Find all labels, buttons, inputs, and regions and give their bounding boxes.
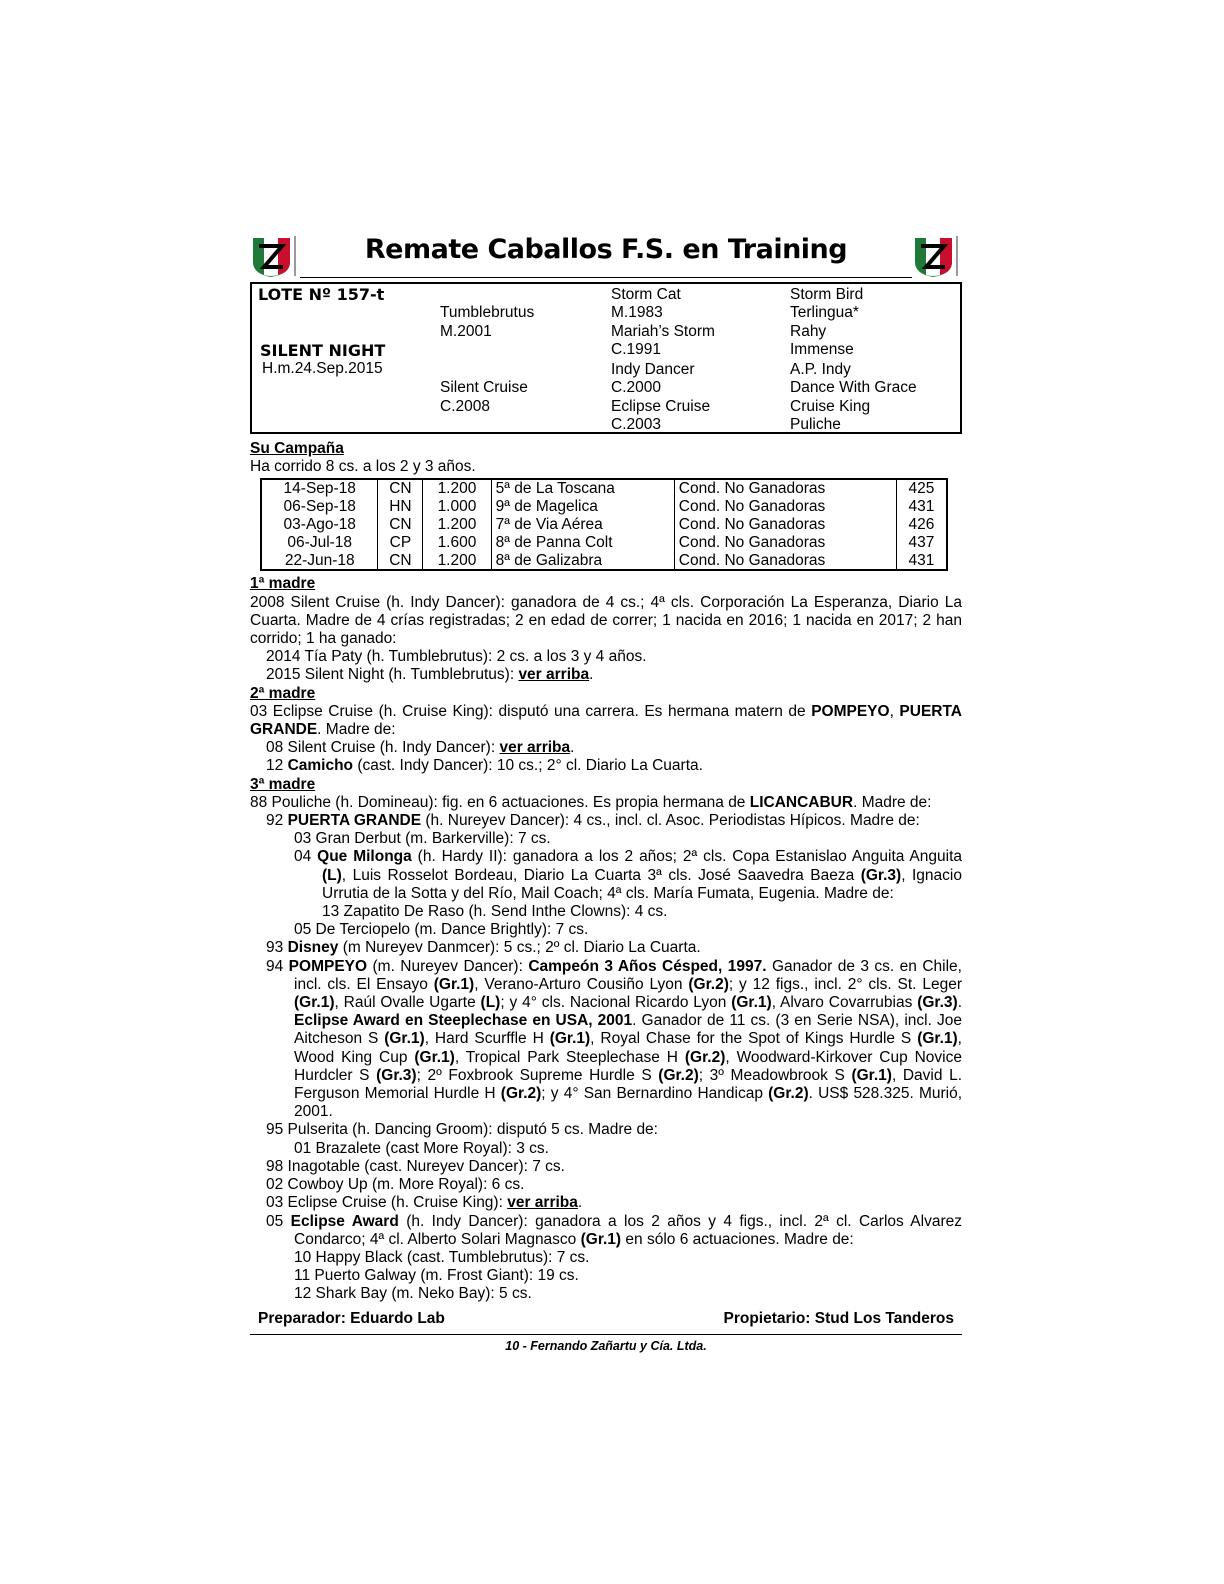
footer-credits <box>250 1306 962 1332</box>
bold-text: (Gr.1) <box>549 1030 591 1048</box>
race-condition: Cond. No Ganadoras <box>674 534 896 552</box>
text: 93 <box>266 939 288 957</box>
third-dam-heading: 3ª madre <box>250 775 316 793</box>
first-dam-text: 2008 Silent Cruise (h. Indy Dancer): ganadora de 4 cs.; 4ª cls. Corporación La Esperanza, Diario La Cuarta. Madre de 4 crías registradas; 2 en edad de correr; 1 nacida en 2016; 1 nacida en 2017; 2 han corrido; 1 ha ganado: <box>250 593 962 647</box>
bold-text: Eclipse Award <box>290 1212 399 1230</box>
text: 04 <box>294 848 318 866</box>
bold-name: Que Milonga <box>317 848 412 866</box>
bold-text: (Gr.1) <box>731 994 772 1012</box>
produce-line: 98 Inagotable (cast. Nureyev Dancer): 7 cs. <box>266 1157 565 1175</box>
trainer: Preparador: Eduardo Lab <box>258 1309 445 1327</box>
race-condition: Cond. No Ganadoras <box>674 516 896 534</box>
race-condition: Cond. No Ganadoras <box>674 552 896 571</box>
produce-line <box>250 939 962 957</box>
ver-arriba-link[interactable]: ver arriba <box>507 1194 578 1212</box>
bold-text: (Gr.1) <box>917 1030 958 1048</box>
ggp-5: A.P. Indy <box>790 361 851 378</box>
produce-line: 12 Shark Bay (m. Neko Bay): 5 cs. <box>294 1285 532 1303</box>
bold-text: (Gr.3) <box>917 994 958 1012</box>
bold-name: Disney <box>287 939 339 957</box>
ggp-8: Puliche <box>790 416 841 433</box>
header <box>250 230 962 280</box>
granddam-2: Eclipse Cruise <box>611 398 711 415</box>
eclipse-award-entry <box>250 1213 962 1249</box>
period: . <box>589 666 594 684</box>
text: 05 <box>266 1212 291 1230</box>
race-weight: 431 <box>896 552 947 571</box>
text: (h. Indy Dancer): ganadora a los 2 años y 4 figs., incl. 2ª cl. Carlos Alvarez Condarco; 4ª cl. Alberto Solari Magnasco <box>294 1212 962 1248</box>
period: . <box>577 1194 583 1212</box>
zanartu-logo-right <box>912 234 962 278</box>
race-date: 03-Ago-18 <box>261 516 378 534</box>
bold-text: (Gr.1) <box>384 1030 425 1048</box>
ggp-6: Dance With Grace <box>790 379 917 396</box>
race-weight: 431 <box>896 498 947 516</box>
grade: (Gr.3) <box>860 866 902 884</box>
text: , Alvaro Covarrubias <box>771 994 918 1012</box>
text: 92 <box>266 812 288 830</box>
sire: Tumblebrutus <box>440 304 535 321</box>
race-track: CN <box>378 479 423 498</box>
text: (m. Nureyev Dancer): <box>367 957 529 975</box>
second-dam-text <box>250 703 962 739</box>
text: , Royal Chase for the Spot of Kings Hurdle S <box>590 1030 918 1048</box>
pedigree-box <box>250 282 962 434</box>
produce-line: 13 Zapatito De Raso (h. Send Inthe Clowns): 4 cs. <box>322 903 668 921</box>
race-weight: 425 <box>896 479 947 498</box>
third-dam-section <box>250 776 962 1304</box>
race-track: HN <box>378 498 423 516</box>
ver-arriba-link[interactable]: ver arriba <box>499 739 571 757</box>
race-date: 06-Jul-18 <box>261 534 378 552</box>
race-result: 8ª de Galizabra <box>491 552 674 571</box>
race-track: CN <box>378 552 423 571</box>
owner: Propietario: Stud Los Tanderos <box>723 1309 954 1327</box>
race-distance: 1.000 <box>423 498 491 516</box>
grandsire-2: Indy Dancer <box>611 361 695 378</box>
lot-number: LOTE Nº 157-t <box>258 285 385 304</box>
grandsire-1: Storm Cat <box>611 286 681 303</box>
bold-text: (Gr.2) <box>768 1085 809 1103</box>
bold-text: (Gr.2) <box>658 1066 699 1084</box>
bold-name: Camicho <box>287 757 354 775</box>
race-distance: 1.600 <box>423 534 491 552</box>
page-footer: 10 - Fernando Zañartu y Cía. Ltda. <box>505 1338 707 1353</box>
page-title: Remate Caballos F.S. en Training <box>364 234 848 265</box>
text: , <box>889 702 900 720</box>
produce-line: 05 De Terciopelo (m. Dance Brightly): 7 cs. <box>294 921 589 939</box>
page <box>250 230 962 1353</box>
table-row <box>261 552 947 571</box>
horse-name: SILENT NIGHT <box>260 341 386 360</box>
bold-name: POMPEYO <box>811 702 890 720</box>
second-dam-section <box>250 685 962 776</box>
bold-text: (Gr.2) <box>684 1048 726 1066</box>
text: , Raúl Ovalle Ugarte <box>334 994 481 1012</box>
text: . Madre de: <box>853 793 932 811</box>
bold-text: (Gr.1) <box>580 1230 622 1248</box>
text: . US$ 528.325. Murió, 2001. <box>294 1085 963 1121</box>
table-row <box>261 498 947 516</box>
produce-1: 2014 Tía Paty (h. Tumblebrutus): 2 cs. a los 3 y 4 años. <box>266 648 647 666</box>
ggp-7: Cruise King <box>790 398 871 415</box>
text: . Ganador de 11 cs. (3 en Serie NSA), incl. Joe Aitcheson S <box>294 1012 962 1048</box>
produce-line <box>250 757 962 775</box>
text: , Tropical Park Steeplechase H <box>454 1048 685 1066</box>
grade: (L) <box>322 866 342 884</box>
text: , Woodward-Kirkover Cup Novice Hurdcler S <box>294 1048 962 1084</box>
produce-2 <box>250 666 962 684</box>
produce-line: 95 Pulserita (h. Dancing Groom): disputó 5 cs. Madre de: <box>266 1121 658 1139</box>
text: Ganador de 3 cs. en Chile, incl. cls. El Ensayo <box>294 957 962 993</box>
race-distance: 1.200 <box>423 552 491 571</box>
bold-text: (Gr.2) <box>688 975 729 993</box>
race-result: 5ª de La Toscana <box>491 479 674 498</box>
text: , Wood King Cup <box>294 1030 962 1066</box>
race-result: 8ª de Panna Colt <box>491 534 674 552</box>
bold-text: (L) <box>480 994 501 1012</box>
granddam-1: Mariah’s Storm <box>611 323 715 340</box>
ggp-4: Immense <box>790 341 854 358</box>
produce-line <box>250 1194 962 1212</box>
ggp-3: Rahy <box>790 323 827 340</box>
race-weight: 426 <box>896 516 947 534</box>
race-date: 22-Jun-18 <box>261 552 378 571</box>
bold-text: (Gr.2) <box>500 1085 542 1103</box>
bold-text: (Gr.1) <box>433 975 475 993</box>
table-row <box>261 516 947 534</box>
text: ; y 4° San Bernardino Handicap <box>541 1085 769 1103</box>
granddam-1-info: C.1991 <box>611 341 661 358</box>
text: 03 Eclipse Cruise (h. Cruise King): disputó una carrera. Es hermana matern de <box>250 702 812 720</box>
race-date: 06-Sep-18 <box>261 498 378 516</box>
grandsire-2-info: C.2000 <box>611 379 661 396</box>
race-result: 9ª de Magelica <box>491 498 674 516</box>
text: 94 <box>266 957 289 975</box>
text: (cast. Indy Dancer): 10 cs.; 2° cl. Diario La Cuarta. <box>353 757 703 775</box>
dam: Silent Cruise <box>440 379 528 396</box>
period: . <box>570 739 575 757</box>
race-distance: 1.200 <box>423 516 491 534</box>
bold-text: (Gr.1) <box>851 1066 892 1084</box>
text: en sólo 6 actuaciones. Madre de: <box>621 1230 854 1248</box>
bold-text: (Gr.3) <box>376 1066 417 1084</box>
bold-text: Eclipse Award en Steeplechase en USA, 2001 <box>294 1012 633 1030</box>
text: , Luis Rosselot Bordeau, Diario La Cuarta 3ª cls. José Saavedra Baeza <box>341 866 861 884</box>
race-condition: Cond. No Ganadoras <box>674 498 896 516</box>
race-track: CP <box>378 534 423 552</box>
third-dam-intro <box>250 794 962 812</box>
produce-line <box>250 739 962 757</box>
bold-text: (Gr.1) <box>294 994 335 1012</box>
text: (m Nureyev Danmcer): 5 cs.; 2º cl. Diario La Cuarta. <box>338 939 701 957</box>
text: . <box>957 994 962 1012</box>
grandsire-1-info: M.1983 <box>611 304 663 321</box>
title-rule <box>300 277 912 278</box>
text: (h. Hardy II): ganadora a los 2 años; 2ª cls. Copa Estanislao Anguita Anguita <box>411 848 963 866</box>
bold-text: (Gr.1) <box>414 1048 455 1066</box>
sire-info: M.2001 <box>440 323 492 340</box>
table-row <box>261 479 947 498</box>
produce-2-text: 2015 Silent Night (h. Tumblebrutus): <box>266 666 519 684</box>
ggp-1: Storm Bird <box>790 286 864 303</box>
granddam-2-info: C.2003 <box>611 416 661 433</box>
bold-name: PUERTA GRANDE <box>287 812 422 830</box>
ggp-2: Terlingua* <box>790 304 859 321</box>
text: , Verano-Arturo Cousiño Lyon <box>474 975 689 993</box>
bold-name: PUERTA GRANDE <box>250 702 962 739</box>
text: , Hard Scurffle H <box>424 1030 550 1048</box>
table-row <box>261 534 947 552</box>
text: ; y 12 figs., incl. 2° cls. St. Leger <box>728 975 962 993</box>
horse-info: H.m.24.Sep.2015 <box>262 360 383 377</box>
text: ; 2º Foxbrook Supreme Hurdle S <box>416 1066 659 1084</box>
produce-line: 02 Cowboy Up (m. More Royal): 6 cs. <box>266 1176 525 1194</box>
produce-line: 03 Gran Derbut (m. Barkerville): 7 cs. <box>294 830 551 848</box>
campaign-section <box>250 440 962 476</box>
text: 12 <box>266 757 288 775</box>
dam-info: C.2008 <box>440 398 490 415</box>
text: 88 Pouliche (h. Domineau): fig. en 6 actuaciones. Es propia hermana de <box>250 793 750 811</box>
text: . Madre de: <box>317 721 396 739</box>
bold-name: LICANCABUR <box>749 793 854 811</box>
footer-rule <box>250 1334 962 1335</box>
produce-line: 10 Happy Black (cast. Tumblebrutus): 7 cs. <box>294 1248 590 1266</box>
produce-line: 01 Brazalete (cast More Royal): 3 cs. <box>294 1139 549 1157</box>
text: 03 Eclipse Cruise (h. Cruise King): <box>266 1194 508 1212</box>
produce-line <box>250 848 962 903</box>
text: , David L. Ferguson Memorial Hurdle H <box>294 1066 962 1103</box>
campaign-summary: Ha corrido 8 cs. a los 2 y 3 años. <box>250 458 476 476</box>
race-weight: 437 <box>896 534 947 552</box>
pompeyo-entry <box>250 958 962 1122</box>
race-track: CN <box>378 516 423 534</box>
text: 08 Silent Cruise (h. Indy Dancer): <box>266 739 500 757</box>
first-dam-section <box>250 575 962 684</box>
campaign-table <box>260 478 948 571</box>
campaign-heading: Su Campaña <box>250 440 344 457</box>
text: , Ignacio Urrutia de la Sotta y del Río, Mail Coach; 4ª cls. María Fumata, Eugenia. Madre de: <box>322 866 962 902</box>
text: (h. Nureyev Dancer): 4 cs., incl. cl. Asoc. Periodistas Hípicos. Madre de: <box>421 812 920 830</box>
text: ; 3º Meadowbrook S <box>698 1066 852 1084</box>
produce-line: 11 Puerto Galway (m. Frost Giant): 19 cs. <box>294 1267 579 1285</box>
race-distance: 1.200 <box>423 479 491 498</box>
ver-arriba-link[interactable]: ver arriba <box>518 666 590 684</box>
race-result: 7ª de Via Aérea <box>491 516 674 534</box>
bold-text: Campeón 3 Años Césped, 1997. <box>528 957 767 975</box>
produce-line <box>250 812 962 830</box>
bold-text: POMPEYO <box>288 957 368 975</box>
text: ; y 4° cls. Nacional Ricardo Lyon <box>500 994 732 1012</box>
first-dam-heading: 1ª madre <box>250 575 316 593</box>
race-condition: Cond. No Ganadoras <box>674 479 896 498</box>
second-dam-heading: 2ª madre <box>250 684 316 702</box>
race-date: 14-Sep-18 <box>261 479 378 498</box>
zanartu-logo-left <box>250 234 300 278</box>
